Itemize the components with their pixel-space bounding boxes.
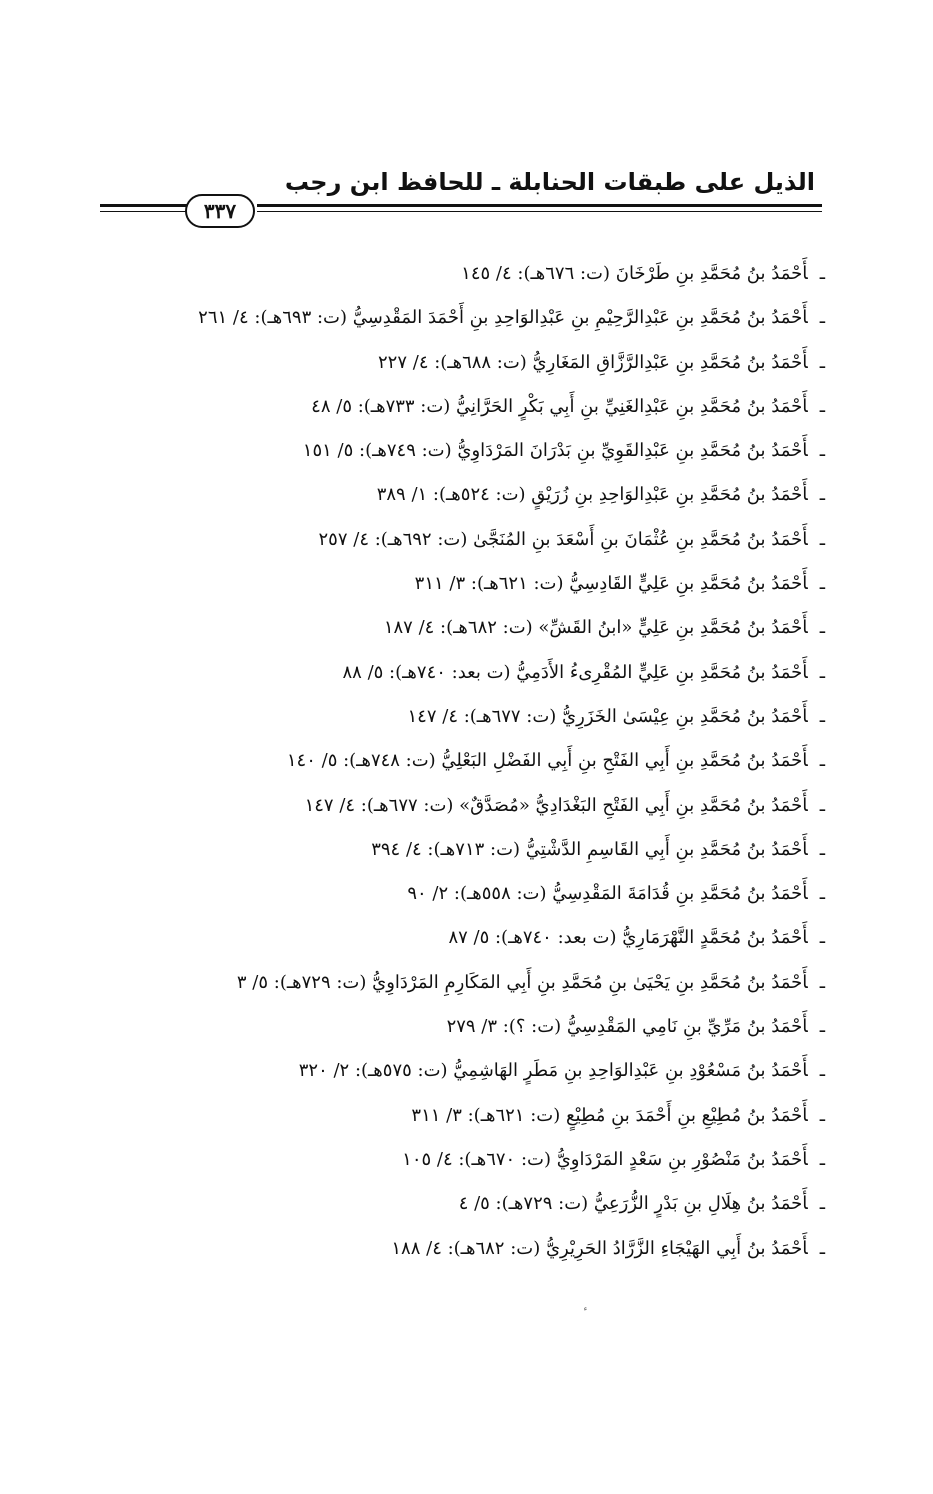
index-entry bbox=[200, 961, 825, 1005]
index-entry bbox=[200, 296, 825, 340]
index-entry bbox=[200, 1138, 825, 1182]
entry-text: أَحْمَدُ بنُ مُحَمَّدِ بنِ عَلِيٍّ القَادِسِيُّ (ت: ٦٢١هـ): ٣/ ٣١١ bbox=[414, 573, 808, 595]
header-rule-left-thin bbox=[100, 211, 187, 212]
index-entry bbox=[200, 695, 825, 739]
index-entry bbox=[200, 872, 825, 916]
entry-bullet-dash: ـ bbox=[819, 573, 825, 595]
entry-bullet-dash: ـ bbox=[819, 617, 825, 639]
entry-bullet-dash: ـ bbox=[819, 1104, 825, 1126]
index-entry bbox=[200, 429, 825, 473]
index-entry bbox=[200, 385, 825, 429]
running-header-title: الذيل على طبقات الحنابلة ـ للحافظ ابن رجب bbox=[284, 168, 815, 196]
entry-text: أَحْمَدُ بنُ مُحَمَّدِ بنِ عَبْدِالقَوِيِّ بنِ بَدْرَانَ المَرْدَاوِيُّ (ت: ٧٤٩هـ): ٥/ ١٥١ bbox=[302, 440, 808, 462]
index-entry-list bbox=[200, 252, 825, 1271]
index-entry bbox=[200, 828, 825, 872]
entry-bullet-dash: ـ bbox=[819, 927, 825, 949]
page-number: ٣٣٧ bbox=[203, 199, 237, 223]
entry-text: أَحْمَدُ بنُ مَرِّيِّ بنِ نَامِي المَقْدِسِيُّ (ت: ؟): ٣/ ٢٧٩ bbox=[446, 1016, 808, 1038]
entry-text: أَحْمَدُ بنُ مُحَمَّدِ بنِ أَبِي الفَتْحِ البَغْدَادِيُّ «مُصَدَّقٌ» (ت: ٦٧٧هـ): ٤/ ١٤٧ bbox=[304, 794, 808, 816]
index-entry bbox=[200, 1227, 825, 1271]
header-rule-right-thick bbox=[257, 204, 822, 207]
index-entry bbox=[200, 784, 825, 828]
entry-bullet-dash: ـ bbox=[819, 351, 825, 373]
entry-bullet-dash: ـ bbox=[819, 263, 825, 284]
entry-text: أَحْمَدُ بنُ مُحَمَّدِ بنِ عَلِيٍّ المُقْرِىءُ الأَدَمِيُّ (ت بعد: ٧٤٠هـ): ٥/ ٨٨ bbox=[342, 661, 808, 683]
entry-text: أَحْمَدُ بنُ مُحَمَّدِ بنِ قُدَامَةَ المَقْدِسِيُّ (ت: ٥٥٨هـ): ٢/ ٩٠ bbox=[407, 883, 808, 905]
entry-bullet-dash: ـ bbox=[819, 1193, 825, 1215]
entry-text: أَحْمَدُ بنُ مُحَمَّدِ بنِ عَلِيٍّ «ابنُ القَشِّ» (ت: ٦٨٢هـ): ٤/ ١٨٧ bbox=[383, 617, 808, 639]
entry-bullet-dash: ـ bbox=[819, 661, 825, 683]
index-entry bbox=[200, 1182, 825, 1226]
index-entry bbox=[200, 473, 825, 517]
entry-text: أَحْمَدُ بنُ أَبِي الهَيْجَاءِ الزَّرَّادُ الحَرِيْرِيُّ (ت: ٦٨٢هـ): ٤/ ١٨٨ bbox=[391, 1237, 808, 1259]
entry-bullet-dash: ـ bbox=[819, 838, 825, 860]
entry-text: أَحْمَدُ بنُ مُحَمَّدِ بنِ عَبْدِالغَنِيِّ بنِ أَبِي بَكْرٍ الحَرَّانِيُّ (ت: ٧٣٣هـ): ٥/ ٤٨ bbox=[311, 395, 808, 417]
header-rule-left-thick bbox=[100, 204, 187, 207]
index-entry bbox=[200, 341, 825, 385]
index-entry bbox=[200, 739, 825, 783]
entry-bullet-dash: ـ bbox=[819, 1060, 825, 1082]
index-entry bbox=[200, 518, 825, 562]
entry-bullet-dash: ـ bbox=[819, 883, 825, 905]
index-entry bbox=[200, 562, 825, 606]
entry-bullet-dash: ـ bbox=[819, 705, 825, 727]
index-entry bbox=[200, 1094, 825, 1138]
index-entry bbox=[200, 1049, 825, 1093]
entry-bullet-dash: ـ bbox=[819, 1016, 825, 1038]
page-number-badge bbox=[185, 194, 255, 228]
entry-bullet-dash: ـ bbox=[819, 750, 825, 772]
entry-bullet-dash: ـ bbox=[819, 440, 825, 462]
entry-bullet-dash: ـ bbox=[819, 484, 825, 506]
header-rule-right-thin bbox=[257, 211, 822, 212]
index-entry bbox=[200, 916, 825, 960]
entry-text: أَحْمَدُ بنُ هِلَالِ بنِ بَدْرٍ الزُّرَعِيُّ (ت: ٧٢٩هـ): ٥/ ٤ bbox=[458, 1193, 808, 1215]
entry-text: أَحْمَدُ بنُ مَنْصُوْرِ بنِ سَعْدٍ المَرْدَاوِيُّ (ت: ٦٧٠هـ): ٤/ ١٠٥ bbox=[402, 1148, 808, 1170]
entry-text: أَحْمَدُ بنُ مُحَمَّدِ بنِ طَرْخَانَ (ت: ٦٧٦هـ): ٤/ ١٤٥ bbox=[461, 263, 808, 284]
entry-text: أَحْمَدُ بنُ مُحَمَّدٍ النَّهْرَمَارِيُّ (ت بعد: ٧٤٠هـ): ٥/ ٨٧ bbox=[448, 927, 808, 949]
entry-text: أَحْمَدُ بنُ مُحَمَّدِ بنِ عَبْدِالرَّزَّاقِ المَغَارِيُّ (ت: ٦٨٨هـ): ٤/ ٢٢٧ bbox=[378, 351, 808, 373]
index-entry bbox=[200, 252, 825, 296]
entry-text: أَحْمَدُ بنُ مُحَمَّدِ بنِ أَبِي الفَتْحِ بنِ أَبِي الفَضْلِ البَعْلِيُّ (ت: ٧٤٨هـ): ٥/ ١٤٠ bbox=[286, 750, 808, 772]
entry-bullet-dash: ـ bbox=[819, 794, 825, 816]
entry-text: أَحْمَدُ بنُ مُطِيْعِ بنِ أَحْمَدَ بنِ مُطِيْعٍ (ت: ٦٢١هـ): ٣/ ٣١١ bbox=[411, 1104, 808, 1126]
entry-text: أَحْمَدُ بنُ مُحَمَّدِ بنِ عَبْدِالوَاحِدِ بنِ زُرَيْقٍ (ت: ٥٢٤هـ): ١/ ٣٨٩ bbox=[376, 484, 808, 506]
entry-text: أَحْمَدُ بنُ مُحَمَّدِ بنِ عُثْمَانَ بنِ أَسْعَدَ بنِ المُنَجَّىٰ (ت: ٦٩٢هـ): ٤/ ٢٥٧ bbox=[318, 528, 808, 550]
entry-bullet-dash: ـ bbox=[819, 1148, 825, 1170]
entry-text: أَحْمَدُ بنُ مُحَمَّدِ بنِ يَحْيَىٰ بنِ مُحَمَّدِ بنِ أَبِي المَكَارِمِ المَرْدَاوِيُّ (ت: ٧٢٩هـ): ٥/ ٣ bbox=[236, 971, 808, 993]
entry-bullet-dash: ـ bbox=[819, 307, 825, 329]
entry-text: أَحْمَدُ بنُ مُحَمَّدِ بنِ عَبْدِالرَّحِيْمِ بنِ عَبْدِالوَاحِدِ بنِ أَحْمَدَ المَقْدِسِيُّ (ت: ٦٩٣هـ): ٤/ ٢٦١ bbox=[198, 307, 808, 329]
index-entry bbox=[200, 606, 825, 650]
index-entry bbox=[200, 1005, 825, 1049]
entry-bullet-dash: ـ bbox=[819, 971, 825, 993]
entry-bullet-dash: ـ bbox=[819, 395, 825, 417]
entry-bullet-dash: ـ bbox=[819, 1237, 825, 1259]
entry-text: أَحْمَدُ بنُ مُحَمَّدِ بنِ عِيْسَىٰ الخَزَرِيُّ (ت: ٦٧٧هـ): ٤/ ١٤٧ bbox=[407, 705, 808, 727]
index-entry bbox=[200, 651, 825, 695]
entry-text: أَحْمَدُ بنُ مُحَمَّدِ بنِ أَبِي القَاسِمِ الدَّشْتِيُّ (ت: ٧١٣هـ): ٤/ ٣٩٤ bbox=[371, 838, 808, 860]
entry-bullet-dash: ـ bbox=[819, 528, 825, 550]
entry-text: أَحْمَدُ بنُ مَسْعُوْدِ بنِ عَبْدِالوَاحِدِ بنِ مَطَرٍ الهَاشِمِيُّ (ت: ٥٧٥هـ): ٢/ ٣٢٠ bbox=[298, 1060, 808, 1082]
